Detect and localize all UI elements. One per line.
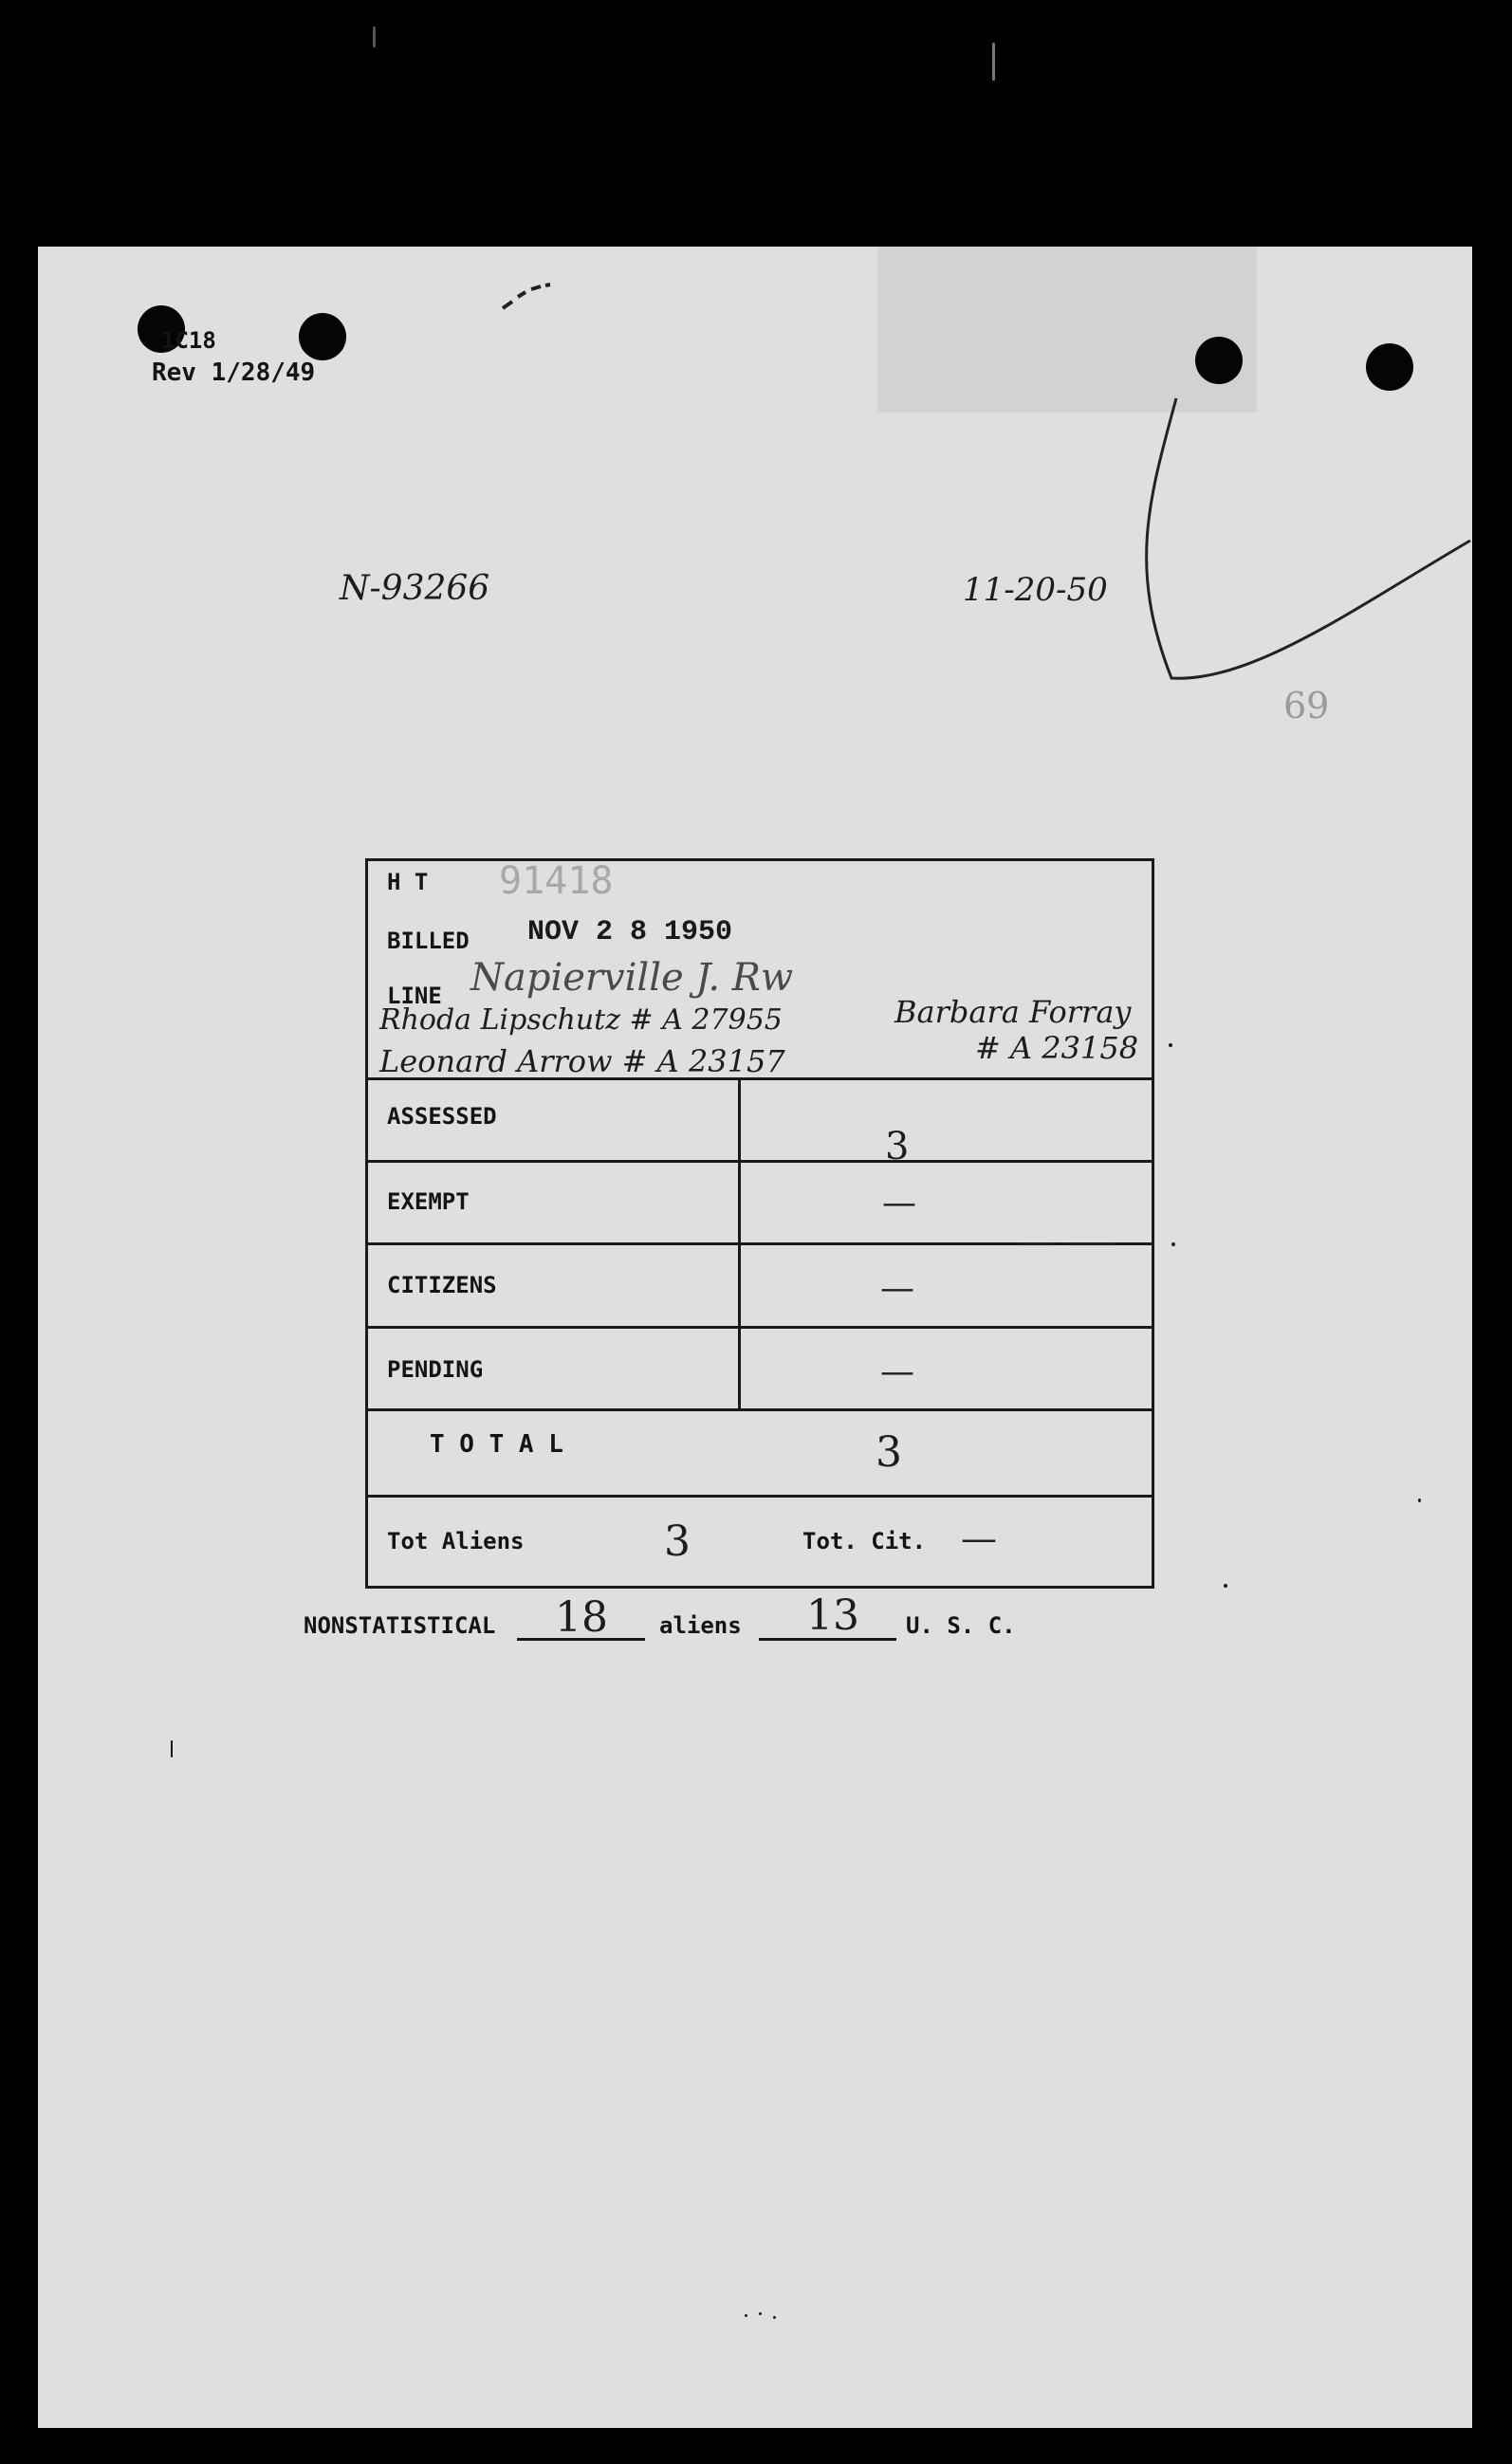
nonstatistical-aliens-value: 18: [555, 1593, 608, 1642]
row-divider: [368, 1408, 1152, 1411]
passenger-entry: Rhoda Lipschutz # A 27955: [379, 1003, 783, 1037]
passenger-entry: Leonard Arrow # A 23157: [379, 1043, 785, 1079]
tot-cit-value: —: [961, 1517, 997, 1559]
punch-hole: [1195, 337, 1243, 384]
scan-speck: [992, 43, 995, 81]
ht-value: 91418: [499, 859, 614, 903]
document-page: [38, 247, 1472, 2428]
row-divider: [368, 1160, 1152, 1163]
ink-speck: [759, 2312, 762, 2315]
column-divider: [738, 1077, 741, 1408]
row-value-exempt: —: [882, 1184, 916, 1223]
row-divider: [368, 1077, 1152, 1080]
pencil-stroke: [1119, 379, 1480, 816]
form-revision: Rev 1/28/49: [152, 359, 316, 387]
row-divider: [368, 1326, 1152, 1329]
row-value-assessed: 3: [885, 1125, 910, 1168]
row-label-exempt: EXEMPT: [387, 1188, 470, 1215]
ink-speck: [1169, 1043, 1172, 1047]
row-value-pending: —: [880, 1352, 914, 1391]
ink-speck: [773, 2316, 776, 2319]
ink-speck: [745, 2314, 747, 2317]
row-value-citizens: —: [880, 1269, 914, 1308]
ink-speck: [171, 1740, 173, 1757]
statistics-form-table: [365, 858, 1154, 1589]
row-label-assessed: ASSESSED: [387, 1103, 497, 1130]
tot-aliens-value: 3: [664, 1517, 691, 1566]
billed-date-stamp: NOV 2 8 1950: [527, 916, 733, 948]
nonstatistical-usc-label: U. S. C.: [906, 1612, 1016, 1639]
ink-speck: [1224, 1584, 1227, 1588]
line-value: Napierville J. Rw: [470, 956, 794, 1000]
stray-line: [1067, 1242, 1115, 1245]
passenger-entry: Barbara Forray: [894, 994, 1132, 1030]
tot-cit-label: Tot. Cit.: [802, 1528, 927, 1554]
punch-hole: [299, 313, 346, 360]
billed-label: BILLED: [387, 928, 470, 954]
page-number: 69: [1283, 685, 1330, 726]
row-divider: [368, 1495, 1152, 1498]
form-date: 11-20-50: [963, 571, 1108, 609]
scan-speck: [373, 27, 376, 47]
nonstatistical-aliens-label: aliens: [659, 1612, 742, 1639]
line-label: LINE: [387, 983, 442, 1009]
total-value: 3: [876, 1428, 902, 1477]
row-label-pending: PENDING: [387, 1356, 484, 1383]
nonstatistical-usc-value: 13: [806, 1591, 859, 1640]
nonstatistical-label: NONSTATISTICAL: [304, 1612, 496, 1639]
passenger-entry: # A 23158: [975, 1030, 1139, 1066]
stray-line: [1020, 1242, 1053, 1245]
total-label: T O T A L: [430, 1430, 563, 1459]
ink-speck: [1171, 1242, 1175, 1246]
ht-label: H T: [387, 869, 429, 895]
ink-speck: [1418, 1499, 1421, 1502]
file-number: N-93266: [340, 569, 490, 608]
row-label-citizens: CITIZENS: [387, 1272, 497, 1298]
ink-specks: [455, 266, 569, 322]
form-number: 1C18: [161, 327, 216, 354]
tot-aliens-label: Tot Aliens: [387, 1528, 525, 1554]
